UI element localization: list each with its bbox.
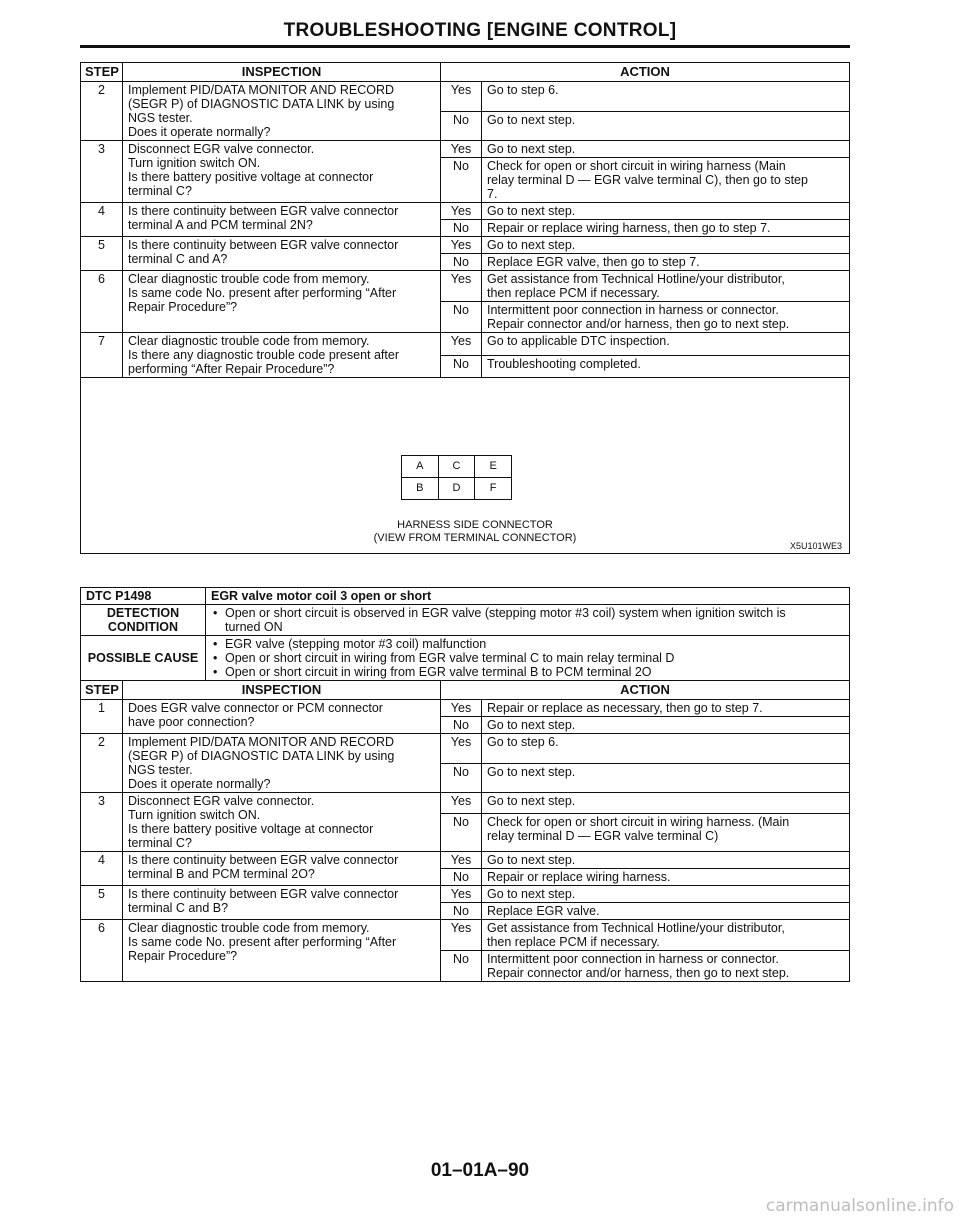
no-action [482,869,850,886]
inspection-line: NGS tester. [128,763,193,777]
yes-label: Yes [441,852,482,869]
connector-pin: A [402,456,439,478]
table-row [81,793,850,814]
detection-line: Open or short circuit is observed in EGR valve (stepping motor #3 coil) system when ignition switch is [225,606,786,620]
inspection-line: Is there battery positive voltage at connector [128,170,374,184]
action-line: relay terminal D — EGR valve terminal C), then go to step [487,173,808,187]
page-number: 01–01A–90 [430,1160,530,1181]
connector-caption [360,519,590,545]
figure-code: X5U101WE3 [790,541,843,551]
inspection-line: Clear diagnostic trouble code from memory. [128,272,370,286]
step-number: 4 [81,203,123,237]
inspection-line: Does EGR valve connector or PCM connector [128,701,383,715]
yes-action [482,793,850,814]
inspection-cell [123,333,441,378]
connector-pin: B [402,478,439,500]
yes-label: Yes [441,734,482,764]
no-label: No [441,254,482,271]
no-label: No [441,813,482,851]
step-number: 1 [81,700,123,734]
inspection-line: Does it operate normally? [128,777,271,791]
inspection-line: terminal C and B? [128,901,229,915]
inspection-line: Is there any diagnostic trouble code present after [128,348,399,362]
action-line: then replace PCM if necessary. [487,935,660,949]
inspection-line: Implement PID/DATA MONITOR AND RECORD [128,83,395,97]
inspection-line: Is there battery positive voltage at connector [128,822,374,836]
inspection-line: Does it operate normally? [128,125,271,139]
table-row [81,852,850,869]
col-action: ACTION [441,681,850,700]
action-line: Get assistance from Technical Hotline/your distributor, [487,272,785,286]
yes-label: Yes [441,920,482,951]
inspection-line: (SEGR P) of DIAGNOSTIC DATA LINK by using [128,97,395,111]
action-line: Go to next step. [487,794,576,808]
inspection-line: Is same code No. present after performing “After [128,286,397,300]
inspection-line: Is same code No. present after performing “After [128,935,397,949]
inspection-cell [123,734,441,793]
col-step: STEP [81,63,123,82]
step-number: 5 [81,237,123,271]
connector-caption-line: (VIEW FROM TERMINAL CONNECTOR) [373,532,577,544]
possible-causes [206,636,850,681]
inspection-line: terminal C and A? [128,252,228,266]
detection-condition [206,605,850,636]
cause-item: • Open or short circuit in wiring from EGR valve terminal C to main relay terminal D [225,651,844,665]
col-action: ACTION [441,63,850,82]
connector-pin: C [438,456,475,478]
action-line: Troubleshooting completed. [487,356,641,371]
yes-action [482,141,850,158]
yes-action [482,700,850,717]
dtc-section [80,587,850,982]
col-inspection: INSPECTION [123,63,441,82]
inspection-cell [123,852,441,886]
detection-line: turned ON [225,620,283,634]
inspection-line: Is there continuity between EGR valve connector [128,204,399,218]
table-row [81,886,850,903]
no-action [482,302,850,333]
step-number: 3 [81,793,123,852]
no-action [482,220,850,237]
action-line: Check for open or short circuit in wiring harness. (Main [487,814,790,829]
yes-label: Yes [441,271,482,302]
step-number: 2 [81,82,123,141]
possible-cause-label: POSSIBLE CAUSE [81,636,206,681]
troubleshooting-table-1 [80,62,850,378]
inspection-cell [123,920,441,982]
watermark: carmanualsonline.info [765,1196,954,1216]
action-line: Check for open or short circuit in wiring harness (Main [487,159,786,173]
no-action [482,111,850,141]
col-inspection: INSPECTION [123,681,441,700]
inspection-line: Disconnect EGR valve connector. [128,794,315,808]
no-label: No [441,717,482,734]
action-line: Repair or replace wiring harness. [487,870,671,884]
no-action [482,951,850,982]
inspection-line: (SEGR P) of DIAGNOSTIC DATA LINK by using [128,749,395,763]
title-rule [80,45,850,48]
action-line: Go to next step. [487,112,576,127]
table-row [81,333,850,356]
table-row [81,734,850,764]
step-number: 6 [81,271,123,333]
action-line: Repair connector and/or harness, then go to next step. [487,317,790,331]
connector-pin: F [475,478,512,500]
table-row [81,237,850,254]
inspection-cell [123,203,441,237]
action-line: Repair or replace wiring harness, then go to step 7. [487,221,771,235]
inspection-line: Is there continuity between EGR valve connector [128,887,399,901]
connector-caption-line: HARNESS SIDE CONNECTOR [397,519,553,531]
no-label: No [441,158,482,203]
action-line: relay terminal D — EGR valve terminal C) [487,828,719,843]
cause-item: • EGR valve (stepping motor #3 coil) malfunction [225,637,844,651]
inspection-line: Repair Procedure”? [128,300,238,314]
inspection-cell [123,237,441,271]
no-action [482,763,850,793]
table-row [81,141,850,158]
no-action [482,813,850,851]
action-line: Intermittent poor connection in harness or connector. [487,303,779,317]
col-step: STEP [81,681,123,700]
action-line: Repair or replace as necessary, then go to step 7. [487,701,763,715]
detection-label: DETECTION CONDITION [81,605,206,636]
inspection-line: terminal B and PCM terminal 2O? [128,867,315,881]
yes-label: Yes [441,141,482,158]
yes-label: Yes [441,700,482,717]
action-line: Repair connector and/or harness, then go to next step. [487,966,790,980]
action-line: Go to next step. [487,887,576,901]
inspection-line: Clear diagnostic trouble code from memory. [128,921,370,935]
table-row [81,700,850,717]
action-line: 7. [487,187,498,201]
inspection-line: Clear diagnostic trouble code from memory. [128,334,370,348]
yes-label: Yes [441,203,482,220]
no-label: No [441,111,482,141]
no-action [482,158,850,203]
yes-label: Yes [441,333,482,356]
yes-action [482,271,850,302]
action-line: Go to next step. [487,238,576,252]
yes-action [482,237,850,254]
inspection-line: Implement PID/DATA MONITOR AND RECORD [128,735,395,749]
inspection-line: Repair Procedure”? [128,949,238,963]
connector-pin: D [438,478,475,500]
yes-action [482,203,850,220]
action-line: Go to step 6. [487,83,559,97]
table-row [81,920,850,951]
no-label: No [441,220,482,237]
yes-action [482,734,850,764]
yes-action [482,82,850,112]
inspection-cell [123,82,441,141]
no-action [482,717,850,734]
inspection-line: Turn ignition switch ON. [128,808,261,822]
no-label: No [441,869,482,886]
table-row [81,82,850,112]
harness-connector-diagram [401,455,512,500]
inspection-cell [123,141,441,203]
step-number: 2 [81,734,123,793]
no-action [482,903,850,920]
yes-action [482,852,850,869]
dtc-title: EGR valve motor coil 3 open or short [206,588,850,605]
inspection-cell [123,886,441,920]
yes-action [482,920,850,951]
action-line: Go to step 6. [487,735,559,749]
no-label: No [441,302,482,333]
cause-item: • Open or short circuit in wiring from EGR valve terminal B to PCM terminal 2O [225,665,844,679]
yes-action [482,333,850,356]
inspection-line: performing “After Repair Procedure”? [128,362,335,376]
yes-action [482,886,850,903]
inspection-line: terminal C? [128,836,192,850]
action-line: Get assistance from Technical Hotline/your distributor, [487,921,785,935]
table-row [81,271,850,302]
no-action [482,254,850,271]
dtc-code: DTC P1498 [81,588,206,605]
no-action [482,355,850,378]
inspection-cell [123,271,441,333]
inspection-line: Turn ignition switch ON. [128,156,261,170]
inspection-line: terminal C? [128,184,192,198]
step-number: 5 [81,886,123,920]
action-line: then replace PCM if necessary. [487,286,660,300]
no-label: No [441,903,482,920]
action-line: Go to next step. [487,204,576,218]
inspection-cell [123,700,441,734]
action-line: Go to next step. [487,764,576,779]
step-number: 7 [81,333,123,378]
step-number: 3 [81,141,123,203]
inspection-line: Disconnect EGR valve connector. [128,142,315,156]
inspection-line: NGS tester. [128,111,193,125]
yes-label: Yes [441,82,482,112]
no-label: No [441,763,482,793]
page-title: TROUBLESHOOTING [ENGINE CONTROL] [283,20,677,41]
no-label: No [441,355,482,378]
inspection-line: terminal A and PCM terminal 2N? [128,218,313,232]
action-line: Replace EGR valve. [487,904,600,918]
no-label: No [441,951,482,982]
step-number: 6 [81,920,123,982]
action-line: Go to applicable DTC inspection. [487,334,670,348]
inspection-cell [123,793,441,852]
yes-label: Yes [441,793,482,814]
inspection-line: have poor connection? [128,715,255,729]
action-line: Go to next step. [487,142,576,156]
action-line: Replace EGR valve, then go to step 7. [487,255,700,269]
yes-label: Yes [441,886,482,903]
inspection-line: Is there continuity between EGR valve connector [128,853,399,867]
yes-label: Yes [441,237,482,254]
connector-pin: E [475,456,512,478]
action-line: Go to next step. [487,853,576,867]
table-row [81,203,850,220]
action-line: Intermittent poor connection in harness or connector. [487,952,779,966]
action-line: Go to next step. [487,718,576,732]
step-number: 4 [81,852,123,886]
inspection-line: Is there continuity between EGR valve connector [128,238,399,252]
